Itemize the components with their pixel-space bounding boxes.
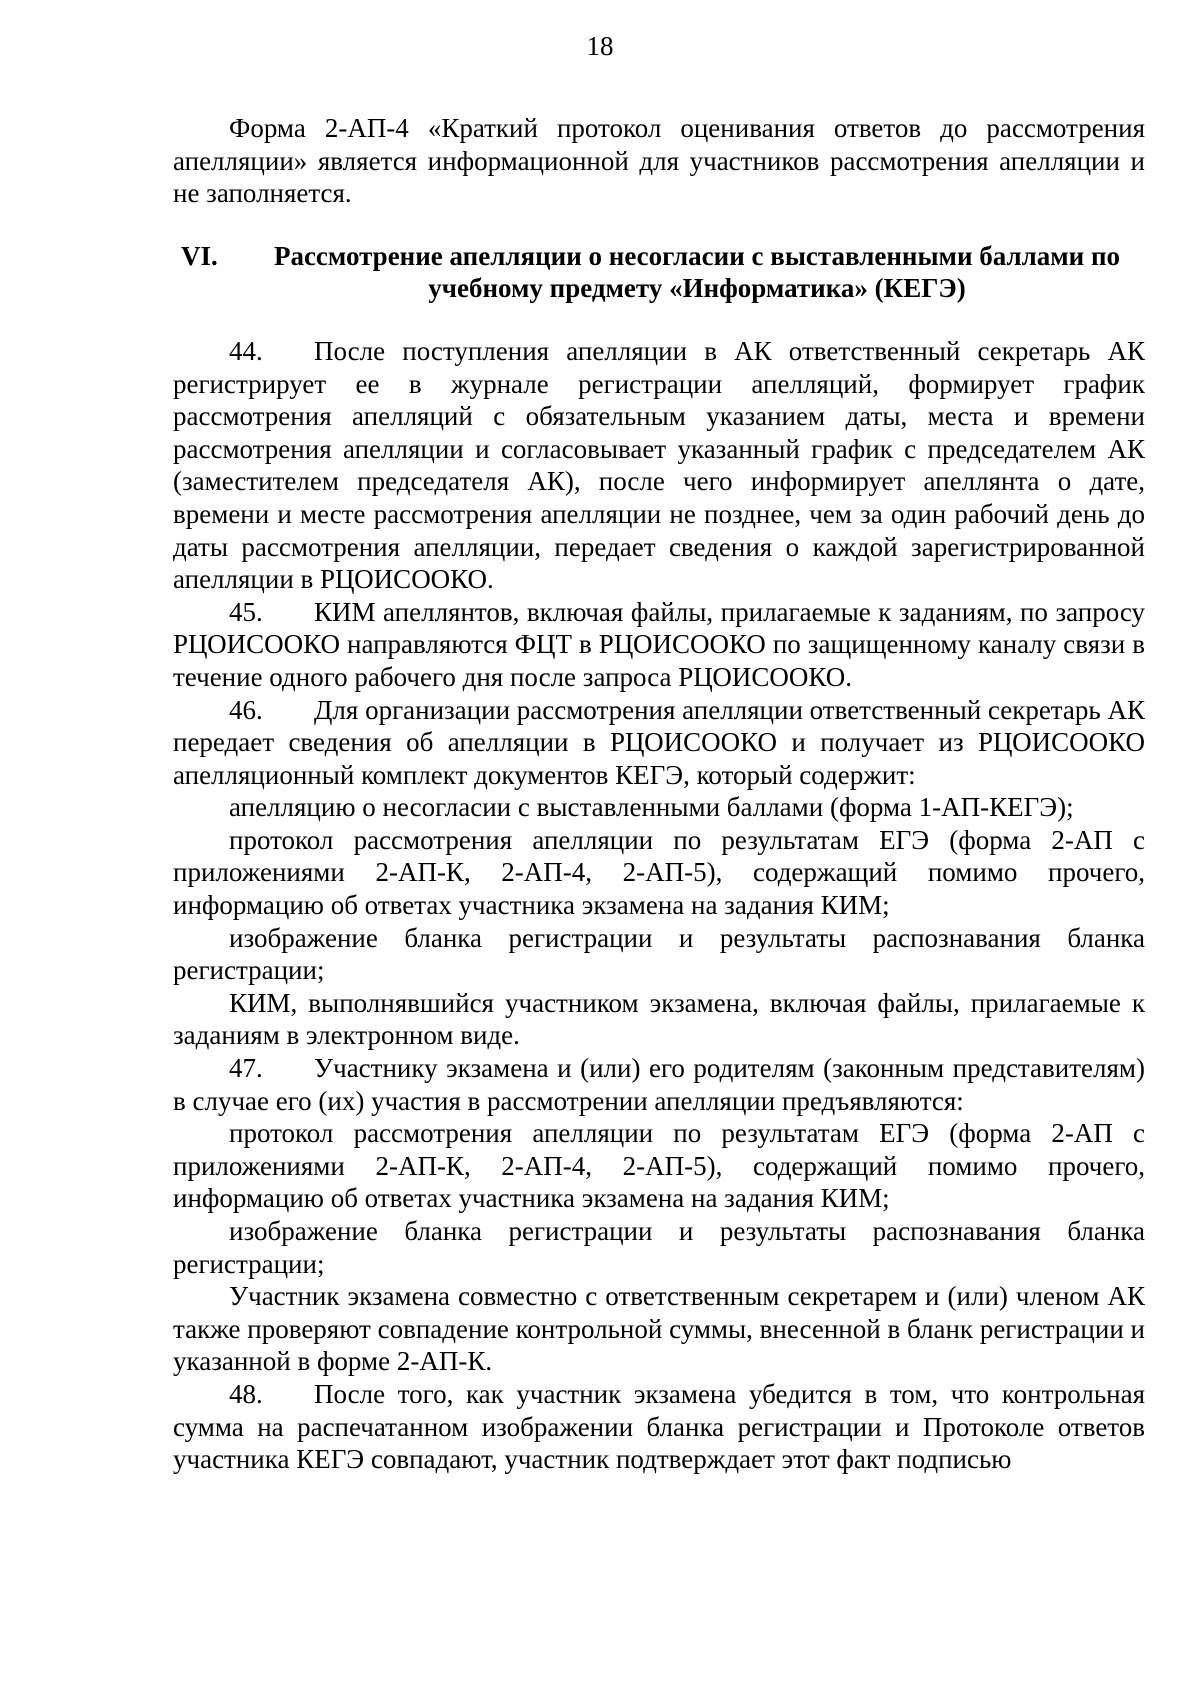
paragraph-text: Для организации рассмотрения апелляции ответственный секретарь АК передает сведения об апелляции в РЦОИСООКО и получает из РЦОИСООКО апелляционный комплект документов КЕГЭ, который содержит: (173, 694, 1145, 790)
numbered-paragraph (173, 1052, 1145, 1117)
list-item-paragraph (173, 922, 1145, 987)
numbered-paragraph (173, 694, 1145, 792)
numbered-paragraph (173, 596, 1145, 694)
paragraph-text: апелляцию о несогласии с выставленными баллами (форма 1-АП-КЕГЭ); (229, 792, 1074, 823)
page-number: 18 (586, 31, 614, 61)
paragraph-number: 44. (229, 335, 263, 366)
paragraph-number: 46. (229, 694, 263, 725)
paragraph-text: изображение бланка регистрации и результаты распознавания бланка регистрации; (173, 922, 1145, 986)
list-item-paragraph (173, 791, 1145, 824)
list-item-paragraph (173, 987, 1145, 1052)
paragraph-text: КИМ, выполнявшийся участником экзамена, включая файлы, прилагаемые к заданиям в электронном виде. (173, 987, 1145, 1051)
paragraph-text: изображение бланка регистрации и результаты распознавания бланка регистрации; (173, 1216, 1145, 1279)
paragraph-text: протокол рассмотрения апелляции по результатам ЕГЭ (форма 2-АП с приложениями 2-АП-К, 2-АП-4, 2-АП-5), содержащий помимо прочего, информацию об ответах участника экзамена на задания КИМ; (173, 1118, 1145, 1214)
document-body (173, 112, 1145, 1476)
paragraph-text: После того, как участник экзамена убедится в том, что контрольная сумма на распечатанном изображении бланка регистрации и Протоколе ответов участника КЕГЭ совпадают, участник подтверждает этот факт подписью (173, 1378, 1145, 1475)
paragraph-text: После поступления апелляции в АК ответственный секретарь АК регистрирует ее в журнале регистрации апелляций, формирует график рассмотрения апелляций с обязательным указанием даты, места и времени рассмотрения апелляции и согласовывает указанный график с председателем АК (заместителем председателя АК), после чего информирует апеллянта о дате, времени и месте рассмотрения апелляции не позднее, чем за один рабочий день до даты рассмотрения апелляции, передает сведения о каждой зарегистрированной апелляции в РЦОИСООКО. (173, 335, 1145, 595)
numbered-paragraph (173, 1378, 1145, 1476)
paragraph-number: 45. (229, 596, 263, 627)
list-item-paragraph (173, 824, 1145, 922)
paragraph-text: Участнику экзамена и (или) его родителям (законным представителям) в случае его (их) участия в рассмотрении апелляции предъявляются: (173, 1053, 1145, 1116)
section-heading (173, 240, 1145, 305)
paragraph-number: 47. (229, 1053, 263, 1084)
paragraph-text: протокол рассмотрения апелляции по результатам ЕГЭ (форма 2-АП с приложениями 2-АП-К, 2-АП-4, 2-АП-5), содержащий помимо прочего, информацию об ответах участника экзамена на задания КИМ; (173, 824, 1145, 921)
list-item-paragraph (173, 1215, 1145, 1280)
paragraph-text: Участник экзамена совместно с ответственным секретарем и (или) членом АК также проверяют совпадение контрольной суммы, внесенной в бланк регистрации и указанной в форме 2-АП-К. (173, 1281, 1145, 1377)
section-title-line-1: Рассмотрение апелляции о несогласии с выставленными баллами по (273, 240, 1121, 271)
paragraph-number: 48. (229, 1378, 263, 1409)
numbered-paragraph (173, 335, 1145, 596)
intro-paragraph: Форма 2-АП-4 «Краткий протокол оценивания ответов до рассмотрения апелляции» является информационной для участников рассмотрения апелляции и не заполняется. (173, 113, 1145, 209)
section-number: VI. (181, 240, 218, 271)
list-item-paragraph (173, 1280, 1145, 1378)
paragraph-text: КИМ апеллянтов, включая файлы, прилагаемые к заданиям, по запросу РЦОИСООКО направляются ФЦТ в РЦОИСООКО по защищенному каналу связи в течение одного рабочего дня после запроса РЦОИСООКО. (173, 596, 1145, 692)
paragraph-list (173, 335, 1145, 1476)
list-item-paragraph (173, 1117, 1145, 1215)
section-title-line-2: учебному предмету «Информатика» (КЕГЭ) (428, 273, 966, 304)
